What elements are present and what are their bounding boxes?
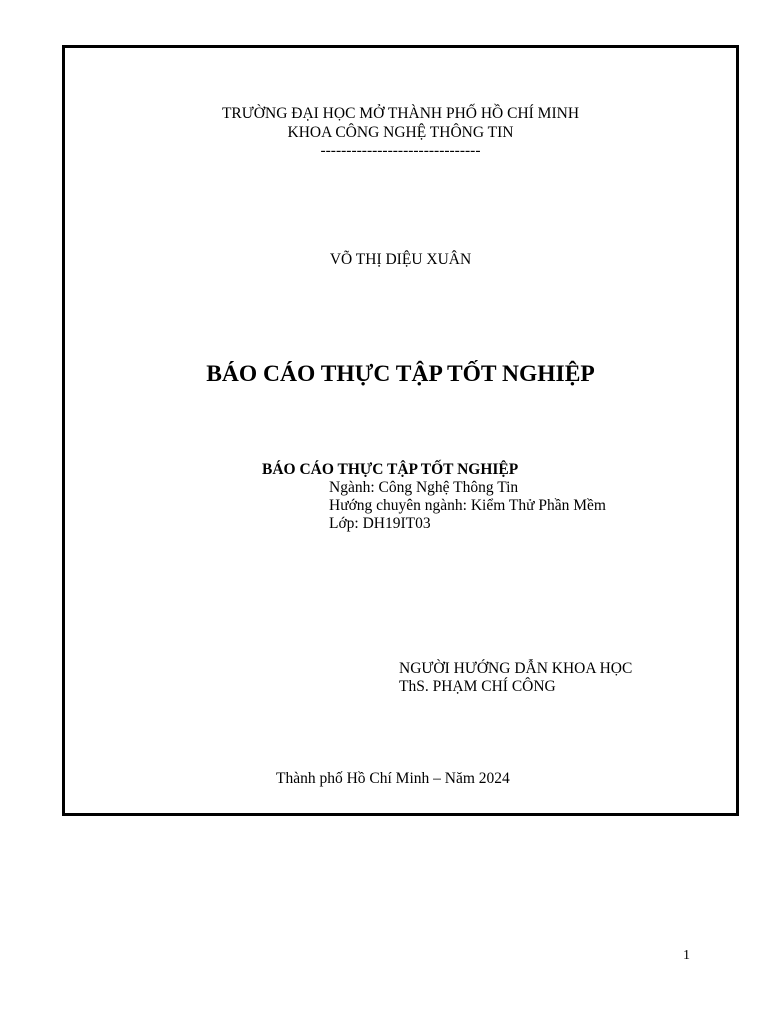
major-line: Ngành: Công Nghệ Thông Tin <box>329 479 519 496</box>
place-and-year: Thành phố Hồ Chí Minh – Năm 2024 <box>276 770 510 787</box>
page-number: 1 <box>683 948 690 963</box>
specialization-line: Hướng chuyên ngành: Kiểm Thử Phần Mềm <box>329 497 606 514</box>
author-name: VÕ THỊ DIỆU XUÂN <box>329 251 472 268</box>
advisor-label: NGƯỜI HƯỚNG DẪN KHOA HỌC <box>399 660 633 677</box>
advisor-name: ThS. PHẠM CHÍ CÔNG <box>399 678 556 695</box>
cover-border-frame <box>62 45 739 816</box>
faculty-name: KHOA CÔNG NGHỆ THÔNG TIN <box>287 124 514 141</box>
report-subtitle: BÁO CÁO THỰC TẬP TỐT NGHIỆP <box>262 461 519 478</box>
class-line: Lớp: DH19IT03 <box>329 515 431 532</box>
header-separator: ------------------------------- <box>320 142 481 159</box>
report-title: BÁO CÁO THỰC TẬP TỐT NGHIỆP <box>206 361 595 387</box>
university-name: TRƯỜNG ĐẠI HỌC MỞ THÀNH PHỐ HỒ CHÍ MINH <box>221 105 580 122</box>
